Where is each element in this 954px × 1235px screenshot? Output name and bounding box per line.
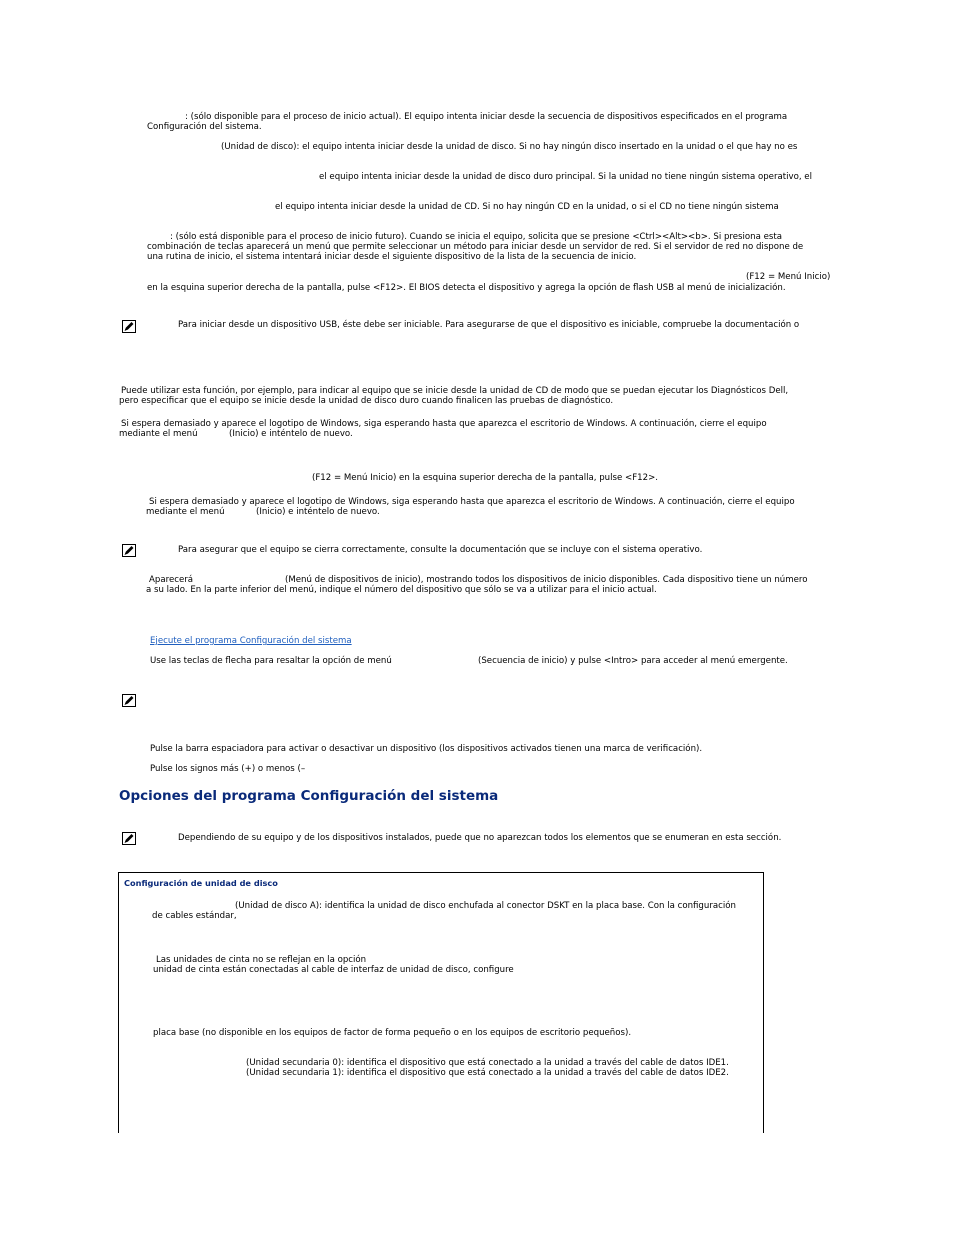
table-row-tape-a: Las unidades de cinta no se reflejan en la opción	[156, 955, 367, 965]
section-heading: Opciones del programa Configuración del sistema	[119, 788, 499, 804]
note-pencil-icon	[122, 320, 136, 333]
wait-warning-2-line-2b: (Inicio) e inténtelo de nuevo.	[256, 507, 380, 517]
plus-minus-line: Pulse los signos más (+) o menos (–	[150, 764, 306, 774]
usage-line-1: Puede utilizar esta función, por ejemplo, para indicar al equipo que se inicie desde la unidad de CD de modo que se puedan ejecutar los Diagnósticos Dell,	[121, 386, 789, 396]
wait-warning-2-line-1: Si espera demasiado y aparece el logotipo de Windows, siga esperando hasta que aparezca el escritorio de Windows. A continuación, cierre el equipo	[149, 497, 795, 507]
boot-menu-line-1a: Aparecerá	[149, 575, 194, 585]
arrow-keys-line-b: (Secuencia de inicio) y pulse <Intro> para acceder al menú emergente.	[478, 656, 788, 666]
cd-drive-line: el equipo intenta iniciar desde la unidad de CD. Si no hay ningún CD en la unidad, o si el CD no tiene ningún sistema	[275, 202, 779, 212]
table-row-diskette-a: (Unidad de disco A): identifica la unidad de disco enchufada al conector DSKT en la placa base. Con la configuración	[235, 901, 736, 911]
boot-once-line-2: Configuración del sistema.	[147, 122, 262, 132]
usb-f12-label: (F12 = Menú Inicio)	[746, 272, 831, 282]
boot-once-line-1: : (sólo disponible para el proceso de inicio actual). El equipo intenta iniciar desde la secuencia de dispositivos especificados en el programa	[185, 112, 788, 122]
network-boot-line-2: combinación de teclas aparecerá un menú que permite seleccionar un método para iniciar desde un servidor de red. Si el servidor de red no dispone de	[147, 242, 804, 252]
run-setup-link[interactable]: Ejecute el programa Configuración del sistema	[150, 636, 352, 646]
wait-warning-2-line-2a: mediante el menú	[146, 507, 225, 517]
table-row-diskette-b: de cables estándar,	[152, 911, 237, 921]
arrow-keys-line-a: Use las teclas de flecha para resaltar la opción de menú	[150, 656, 392, 666]
boot-menu-line-1b: (Menú de dispositivos de inicio), mostrando todos los dispositivos de inicio disponibles. Cada dispositivo tiene un número	[285, 575, 808, 585]
boot-menu-line-2: a su lado. En la parte inferior del menú, indique el número del dispositivo que sólo se va a utilizar para el inicio actual.	[146, 585, 657, 595]
table-row-tape-b: unidad de cinta están conectadas al cable de interfaz de unidad de disco, configure	[153, 965, 514, 975]
table-title: Configuración de unidad de disco	[124, 878, 278, 888]
network-boot-line-1: : (sólo está disponible para el proceso de inicio futuro). Cuando se inicia el equipo, solicita que se presione <Ctrl><Alt><b>. Si presiona esta	[170, 232, 783, 242]
table-row-secondary-1: (Unidad secundaria 1): identifica el dispositivo que está conectado a la unidad a través del cable de datos IDE2.	[246, 1068, 729, 1078]
usage-line-2: pero especificar que el equipo se inicie desde la unidad de disco duro cuando finalicen las pruebas de diagnóstico.	[119, 396, 614, 406]
note-usb-text: Para iniciar desde un dispositivo USB, éste debe ser iniciable. Para asegurarse de que el dispositivo es iniciable, compruebe la documentación o	[178, 320, 800, 330]
wait-warning-line-1: Si espera demasiado y aparece el logotipo de Windows, siga esperando hasta que aparezca el escritorio de Windows. A continuación, cierre el equipo	[121, 419, 767, 429]
diskette-drive-line: (Unidad de disco): el equipo intenta iniciar desde la unidad de disco. Si no hay ningún disco insertado en la unidad o el que hay no es	[221, 142, 798, 152]
note-shutdown-text: Para asegurar que el equipo se cierra correctamente, consulte la documentación que se incluye con el sistema operativo.	[178, 545, 703, 555]
drive-config-table	[118, 872, 764, 1133]
note-pencil-icon	[122, 694, 136, 707]
spacebar-line: Pulse la barra espaciadora para activar o desactivar un dispositivo (los dispositivos activados tienen una marca de verificación).	[150, 744, 703, 754]
network-boot-line-3: una rutina de inicio, el sistema intentará iniciar desde el siguiente dispositivo de la lista de la secuencia de inicio.	[147, 252, 637, 262]
f12-prompt-line: (F12 = Menú Inicio) en la esquina superior derecha de la pantalla, pulse <F12>.	[312, 473, 659, 483]
wait-warning-line-2b: (Inicio) e inténtelo de nuevo.	[229, 429, 353, 439]
wait-warning-line-2a: mediante el menú	[119, 429, 198, 439]
table-row-secondary-0: (Unidad secundaria 0): identifica el dispositivo que está conectado a la unidad a través del cable de datos IDE1.	[246, 1058, 729, 1068]
hard-drive-line: el equipo intenta iniciar desde la unidad de disco duro principal. Si la unidad no tiene ningún sistema operativo, el	[319, 172, 812, 182]
table-row-motherboard: placa base (no disponible en los equipos de factor de forma pequeño o en los equipos de escritorio pequeños).	[153, 1028, 632, 1038]
usb-boot-line: en la esquina superior derecha de la pantalla, pulse <F12>. El BIOS detecta el dispositivo y agrega la opción de flash USB al menú de inicialización.	[147, 283, 786, 293]
note-pencil-icon	[122, 832, 136, 845]
note-options-text: Dependiendo de su equipo y de los dispositivos instalados, puede que no aparezcan todos los elementos que se enumeran en esta sección.	[178, 833, 782, 843]
note-pencil-icon	[122, 544, 136, 557]
